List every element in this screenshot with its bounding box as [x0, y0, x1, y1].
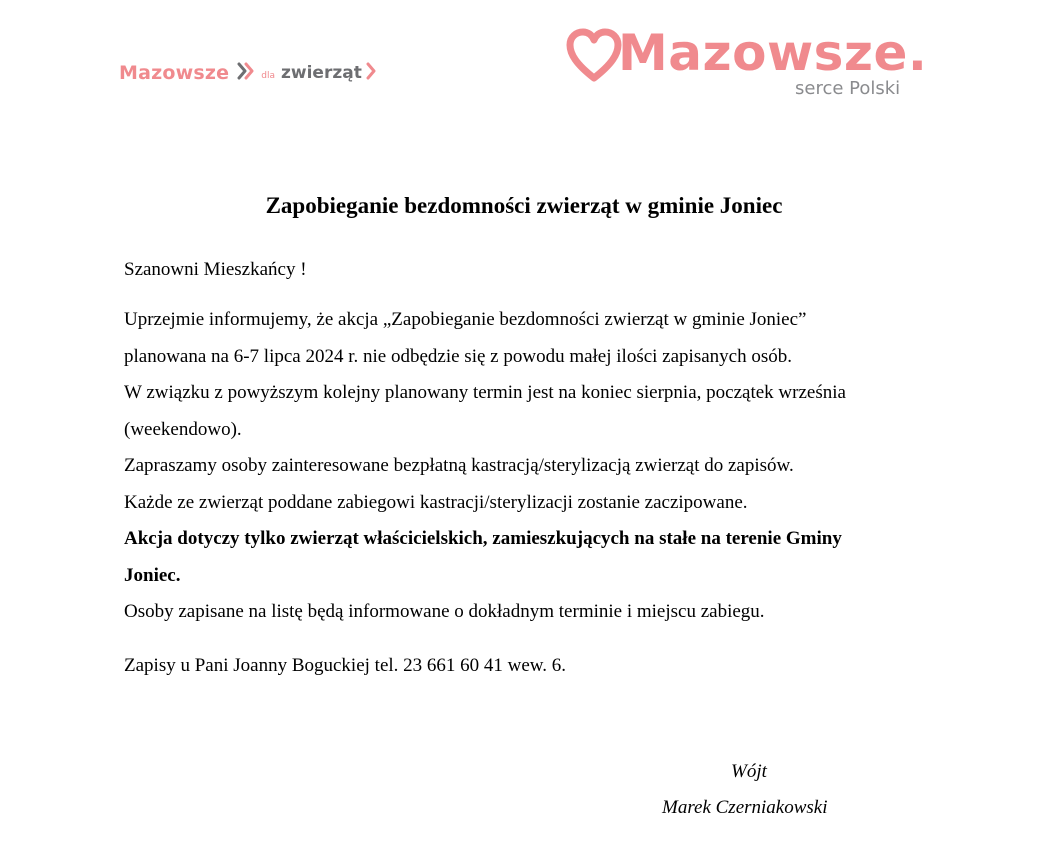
body-line: Uprzejmie informujemy, że akcja „Zapobieganie bezdomności zwierząt w gminie Joniec”: [124, 309, 807, 330]
signature-name: Marek Czerniakowski: [662, 797, 828, 818]
body-line: W związku z powyższym kolejny planowany termin jest na koniec sierpnia, początek września: [124, 382, 846, 403]
body-line: Osoby zapisane na listę będą informowane o dokładnym terminie i miejscu zabiegu.: [124, 601, 765, 622]
body-line: Każde ze zwierząt poddane zabiegowi kastracji/sterylizacji zostanie zaczipowane.: [124, 491, 748, 513]
contact-line: Zapisy u Pani Joanny Boguckiej tel. 23 661 60 41 wew. 6.: [124, 655, 567, 676]
body-line: Zapraszamy osoby zainteresowane bezpłatną kastracją/sterylizacją zwierząt do zapisów.: [124, 455, 794, 476]
mazowsze-serce-polski-logo: [566, 24, 928, 106]
double-chevron-icon: [237, 62, 255, 85]
body-line: (weekendowo).: [124, 418, 242, 440]
signature-role: Wójt: [731, 761, 767, 782]
highlight-line: Akcja dotyczy tylko zwierząt właścicielskich, zamieszkujących na stałe na terenie Gminy: [124, 528, 842, 549]
salutation: Szanowni Mieszkańcy !: [124, 259, 307, 280]
logo-tagline: serce Polski: [795, 78, 901, 99]
body-text: [124, 302, 846, 631]
mazowsze-dla-zwierzat-logo: [119, 60, 376, 86]
chevron-right-icon: [366, 62, 376, 85]
logo-brand-text: Mazowsze: [119, 62, 230, 84]
highlight-line: Joniec.: [124, 564, 181, 586]
body-line: planowana na 6-7 lipca 2024 r. nie odbędzie się z powodu małej ilości zapisanych osób.: [124, 345, 792, 367]
heart-icon: [566, 28, 622, 89]
document-title: Zapobieganie bezdomności zwierząt w gminie Joniec: [265, 193, 783, 218]
logo-big-brand-text: Mazowsze.: [618, 24, 928, 82]
logo-target-text: zwierząt: [280, 63, 362, 83]
logo-connector-text: dla: [261, 71, 275, 81]
